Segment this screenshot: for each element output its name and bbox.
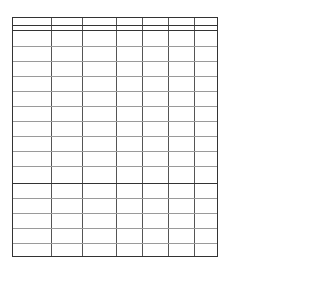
document-title bbox=[12, 11, 222, 16]
blank-panel bbox=[12, 260, 218, 278]
data-table bbox=[12, 17, 218, 257]
